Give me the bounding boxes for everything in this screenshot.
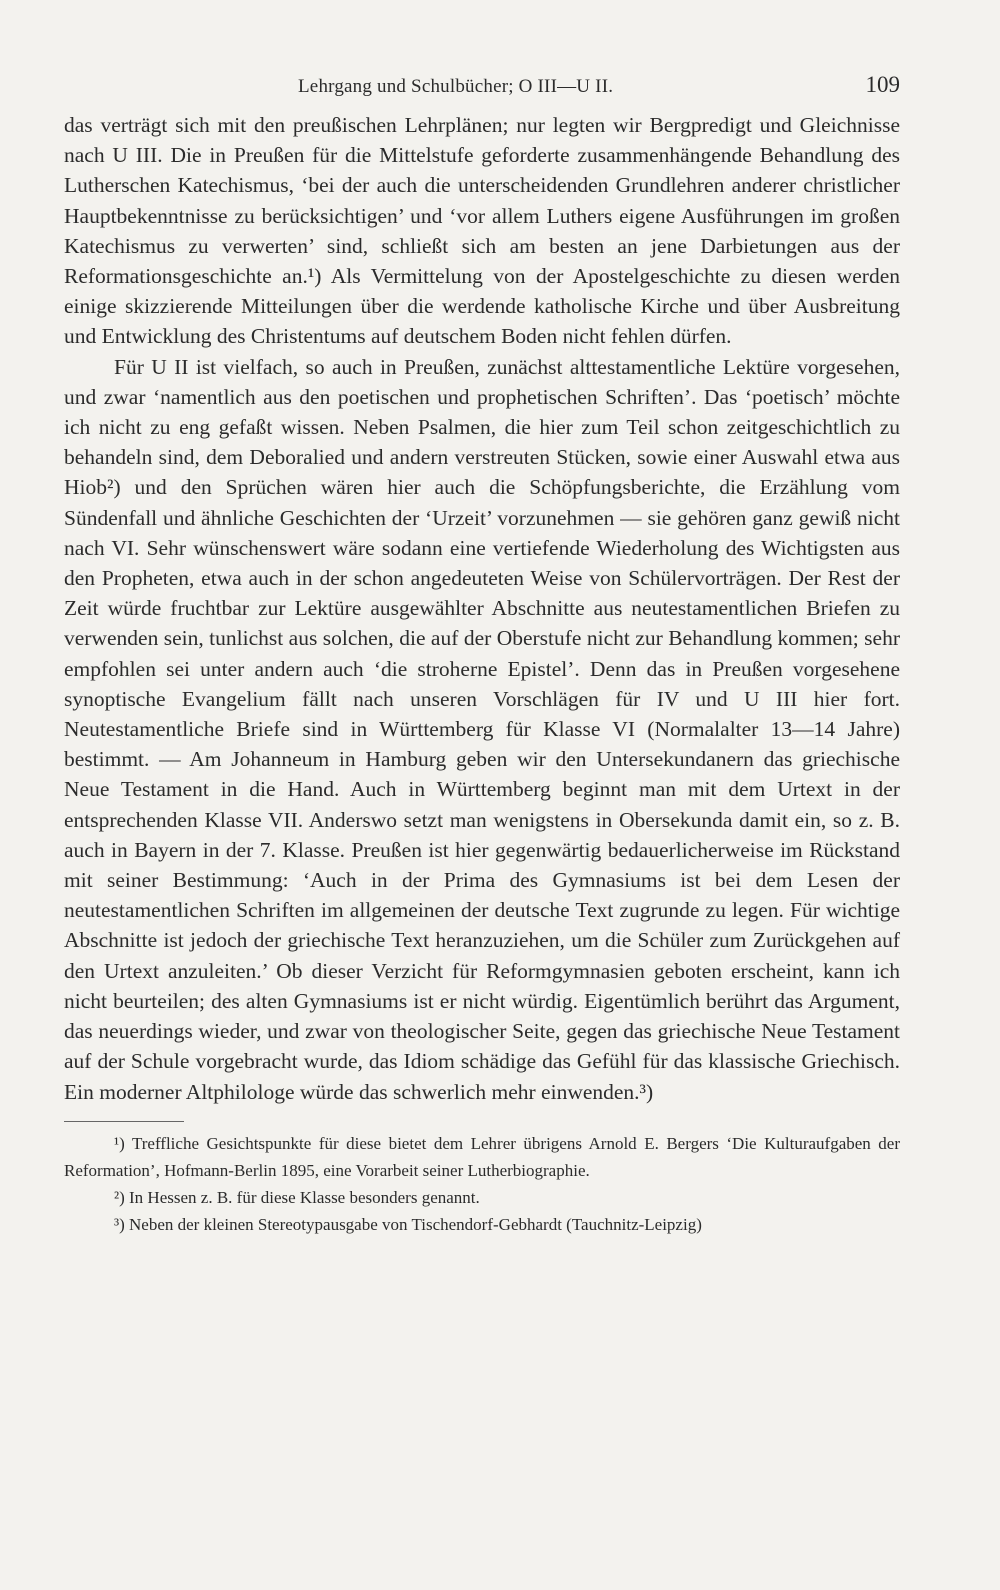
footnote-1: ¹) Treffliche Gesichtspunkte für diese bietet dem Lehrer übrigens Arnold E. Bergers ‘Die Kulturaufgaben der Reformation’, Hofmann-Berlin 1895, eine Vorarbeit seiner Lutherbiographie. [64, 1133, 900, 1180]
page-number: 109 [865, 72, 900, 97]
main-text [64, 110, 900, 1107]
paragraph-continued: das verträgt sich mit den preußischen Lehrplänen; nur legten wir Bergpredigt und Gleichnisse nach U III. Die in Preußen für die Mittelstufe geforderte zusammenhängende Behandlung des Lutherschen Katechismus, ‘bei der auch die unterscheidenden Grundlehren anderer christlicher Hauptbekenntnisse zu berücksichtigen’ und ‘vor allem Luthers eigene Ausführungen im großen Katechismus zu verwerten’ sind, schließt sich am besten an jene Darbietungen aus der Reformationsgeschichte an.¹) Als Vermittelung von der Apostelgeschichte zu diesen werden einige skizzierende Mitteilungen über die werdende katholische Kirche und über Ausbreitung und Entwicklung des Christentums auf deutschem Boden nicht fehlen dürfen. [64, 113, 900, 349]
footnote-2: ²) In Hessen z. B. für diese Klasse besonders genannt. [114, 1187, 480, 1207]
book-page [64, 70, 900, 1238]
footnote-3: ³) Neben der kleinen Stereotypausgabe von Tischendorf-Gebhardt (Tauchnitz-Leipzig) [114, 1214, 702, 1234]
running-title: Lehrgang und Schulbücher; O III—U II. [298, 76, 614, 97]
paragraph-u-ii: Für U II ist vielfach, so auch in Preußen, zunächst alttestamentliche Lektüre vorgesehen, und zwar ‘namentlich aus den poetischen und prophetischen Schriften’. Das ‘poetisch’ möchte ich nicht zu eng gefaßt wissen. Neben Psalmen, die hier zum Teil schon zeitgeschichtlich zu behandeln sind, dem Deboralied und andern verstreuten Stücken, sowie einer Auswahl etwa aus Hiob²) und den Sprüchen wären hier auch die Schöpfungsberichte, die Erzählung vom Sündenfall und ähnliche Geschichten der ‘Urzeit’ vorzunehmen — sie gehören ganz gewiß nicht nach VI. Sehr wünschenswert wäre sodann eine vertiefende Wiederholung des Wichtigsten aus den Propheten, etwa auch in der schon angedeuteten Weise von Schülervorträgen. Der Rest der Zeit würde fruchtbar zur Lektüre ausgewählter Abschnitte aus neutestamentlichen Briefen zu verwenden sein, tunlichst aus solchen, die auf der Oberstufe nicht zur Behandlung kommen; sehr empfohlen sei unter andern auch ‘die stroherne Epistel’. Denn das in Preußen vorgesehene synoptische Evangelium fällt nach unseren Vorschlägen für IV und U III hier fort. Neutestamentliche Briefe sind in Württemberg für Klasse VI (Normalalter 13—14 Jahre) bestimmt. — Am Johanneum in Hamburg geben wir den Untersekundanern das griechische Neue Testament in die Hand. Auch in Württemberg beginnt man mit dem Urtext in der entsprechenden Klasse VII. Anderswo setzt man wenigstens in Obersekunda damit ein, so z. B. auch in Bayern in der 7. Klasse. Preußen ist hier gegenwärtig bedauerlicherweise im Rückstand mit seiner Bestimmung: ‘Auch in der Prima des Gymnasiums ist bei dem Lesen der neutestamentlichen Schriften im allgemeinen der deutsche Text zugrunde zu legen. Für wichtige Abschnitte ist jedoch der griechische Text heranzuziehen, um die Schüler zum Zurückgehen auf den Urtext anzuleiten.’ Ob dieser Verzicht für Reformgymnasien geboten erscheint, kann ich nicht beurteilen; des alten Gymnasiums ist er nicht würdig. Eigentümlich berührt das Argument, das neuerdings wieder, und zwar von theologischer Seite, gegen das griechische Neue Testament auf der Schule vorgebracht wurde, das Idiom schädige das Gefühl für das klassische Griechisch. Ein moderner Altphilologe würde das schwerlich mehr einwenden.³) [64, 354, 900, 1104]
footnotes [64, 1130, 900, 1238]
running-head [64, 70, 900, 110]
footnote-divider [64, 1121, 184, 1122]
